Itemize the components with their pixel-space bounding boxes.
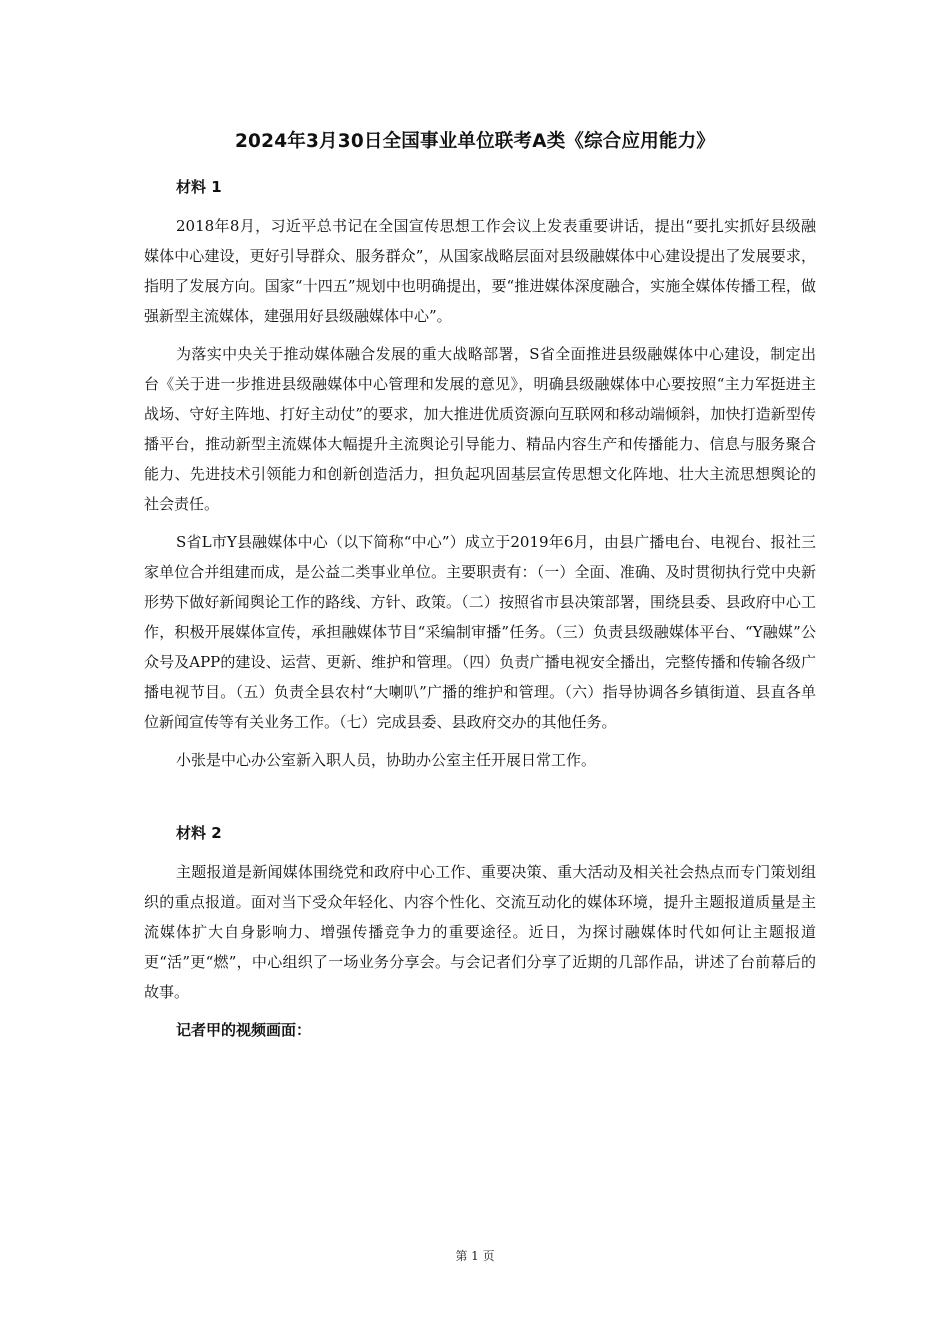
material-2-paragraph-1: 主题报道是新闻媒体围绕党和政府中心工作、重要决策、重大活动及相关社会热点而专门策划组织的重点报道。面对当下受众年轻化、内容个性化、交流互动化的媒体环境，提升主题报道质量是主流媒体扩大自身影响力、增强传播竞争力的重要途径。近日，为探讨融媒体时代如何让主题报道更“活”更“燃”，中心组织了一场业务分享会。与会记者们分享了近期的几部作品，讲述了台前幕后的故事。: [144, 863, 816, 1001]
material-2-heading: 材料 2: [176, 824, 222, 842]
material-1-paragraph-3: S省L市Y县融媒体中心（以下简称“中心”）成立于2019年6月，由县广播电台、电视台、报社三家单位合并组建而成，是公益二类事业单位。主要职责有：（一）全面、准确、及时贯彻执行党中央新形势下做好新闻舆论工作的路线、方针、政策。（二）按照省市县决策部署，围绕县委、县政府中心工作，积极开展媒体宣传，承担融媒体节目“采编制审播”任务。（三）负责县级融媒体平台、“Y融媒”公众号及APP的建设、运营、更新、维护和管理。（四）负责广播电视安全播出，完整传播和传输各级广播电视节目。（五）负责全县农村“大喇叭”广播的维护和管理。（六）指导协调各乡镇街道、县直各单位新闻宣传等有关业务工作。（七）完成县委、县政府交办的其他任务。: [144, 533, 816, 731]
material-1-paragraph-2: 为落实中央关于推动媒体融合发展的重大战略部署，S省全面推进县级融媒体中心建设，制定出台《关于进一步推进县级融媒体中心管理和发展的意见》，明确县级融媒体中心要按照“主力军挺进主战场、守好主阵地、打好主动仗”的要求，加大推进优质资源向互联网和移动端倾斜，加快打造新型传播平台，推动新型主流媒体大幅提升主流舆论引导能力、精品内容生产和传播能力、信息与服务聚合能力、先进技术引领能力和创新创造活力，担负起巩固基层宣传思想文化阵地、壮大主流思想舆论的社会责任。: [144, 345, 816, 513]
document-body: [144, 175, 816, 1045]
material-1-paragraph-4: 小张是中心办公室新入职人员，协助办公室主任开展日常工作。: [176, 751, 597, 769]
page-number: 第 1 页: [455, 1249, 495, 1263]
material-1-heading: 材料 1: [176, 178, 222, 196]
document-title: 2024年3月30日全国事业单位联考A类《综合应用能力》: [234, 131, 716, 152]
reporter-a-video-heading: 记者甲的视频画面：: [176, 1021, 312, 1039]
material-1-paragraph-1: 2018年8月，习近平总书记在全国宣传思想工作会议上发表重要讲话，提出“要扎实抓好县级融媒体中心建设，更好引导群众、服务群众”，从国家战略层面对县级融媒体中心建设提出了发展要求，指明了发展方向。国家“十四五”规划中也明确提出，要“推进媒体深度融合，实施全媒体传播工程，做强新型主流媒体，建强用好县级融媒体中心”。: [144, 217, 816, 325]
section-spacer: [144, 783, 816, 821]
